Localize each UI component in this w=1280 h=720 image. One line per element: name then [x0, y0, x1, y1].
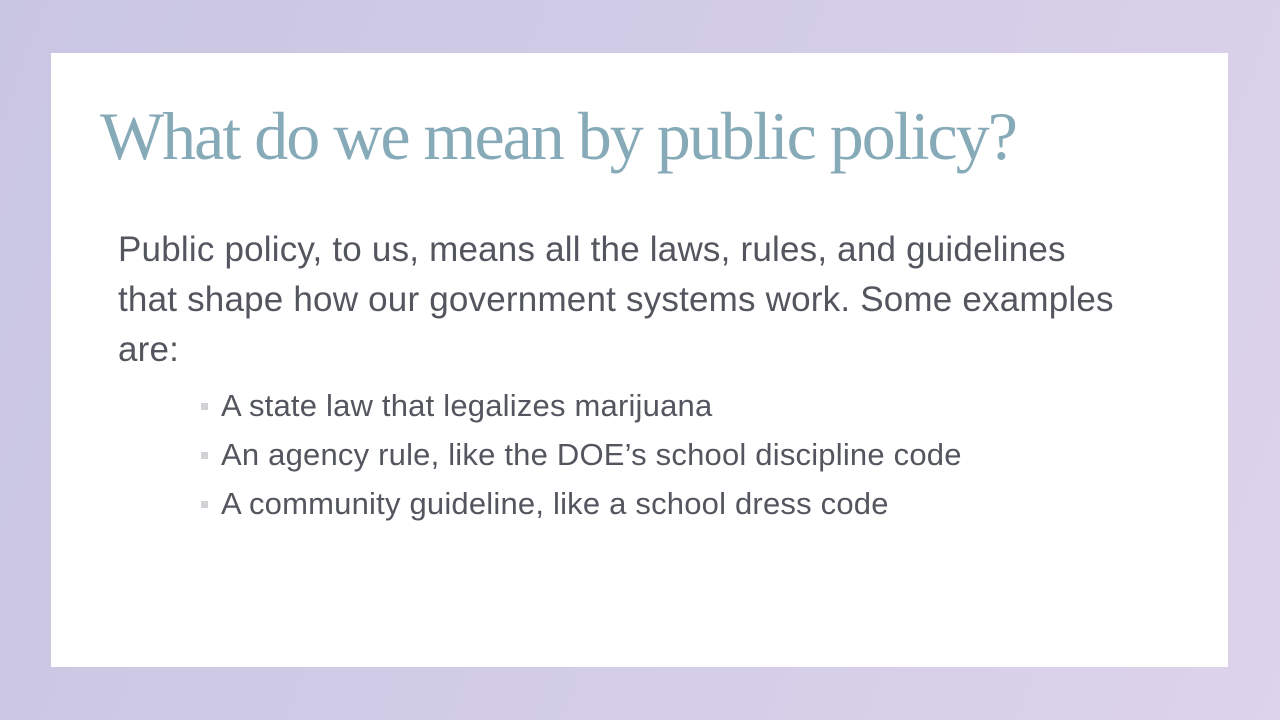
bullet-item: [150, 381, 962, 430]
paragraph-line: that shape how our government systems work. Some examples: [118, 280, 1114, 319]
bullet-square-icon: [201, 452, 208, 459]
slide-title: What do we mean by public policy?: [100, 98, 1016, 174]
bullet-item-label: A state law that legalizes marijuana: [221, 388, 713, 423]
bullet-square-icon: [201, 403, 208, 410]
bullet-item-label: A community guideline, like a school dress code: [221, 486, 889, 521]
bullet-list: [150, 381, 962, 528]
bullet-item-label: An agency rule, like the DOE’s school discipline code: [221, 437, 962, 472]
bullet-item: [150, 430, 962, 479]
slide-canvas: [51, 53, 1228, 667]
paragraph-line: Public policy, to us, means all the laws, rules, and guidelines: [118, 230, 1066, 269]
body-paragraph: [118, 225, 1193, 375]
bullet-item: [150, 479, 962, 528]
paragraph-line: are:: [118, 330, 180, 369]
bullet-square-icon: [201, 501, 208, 508]
